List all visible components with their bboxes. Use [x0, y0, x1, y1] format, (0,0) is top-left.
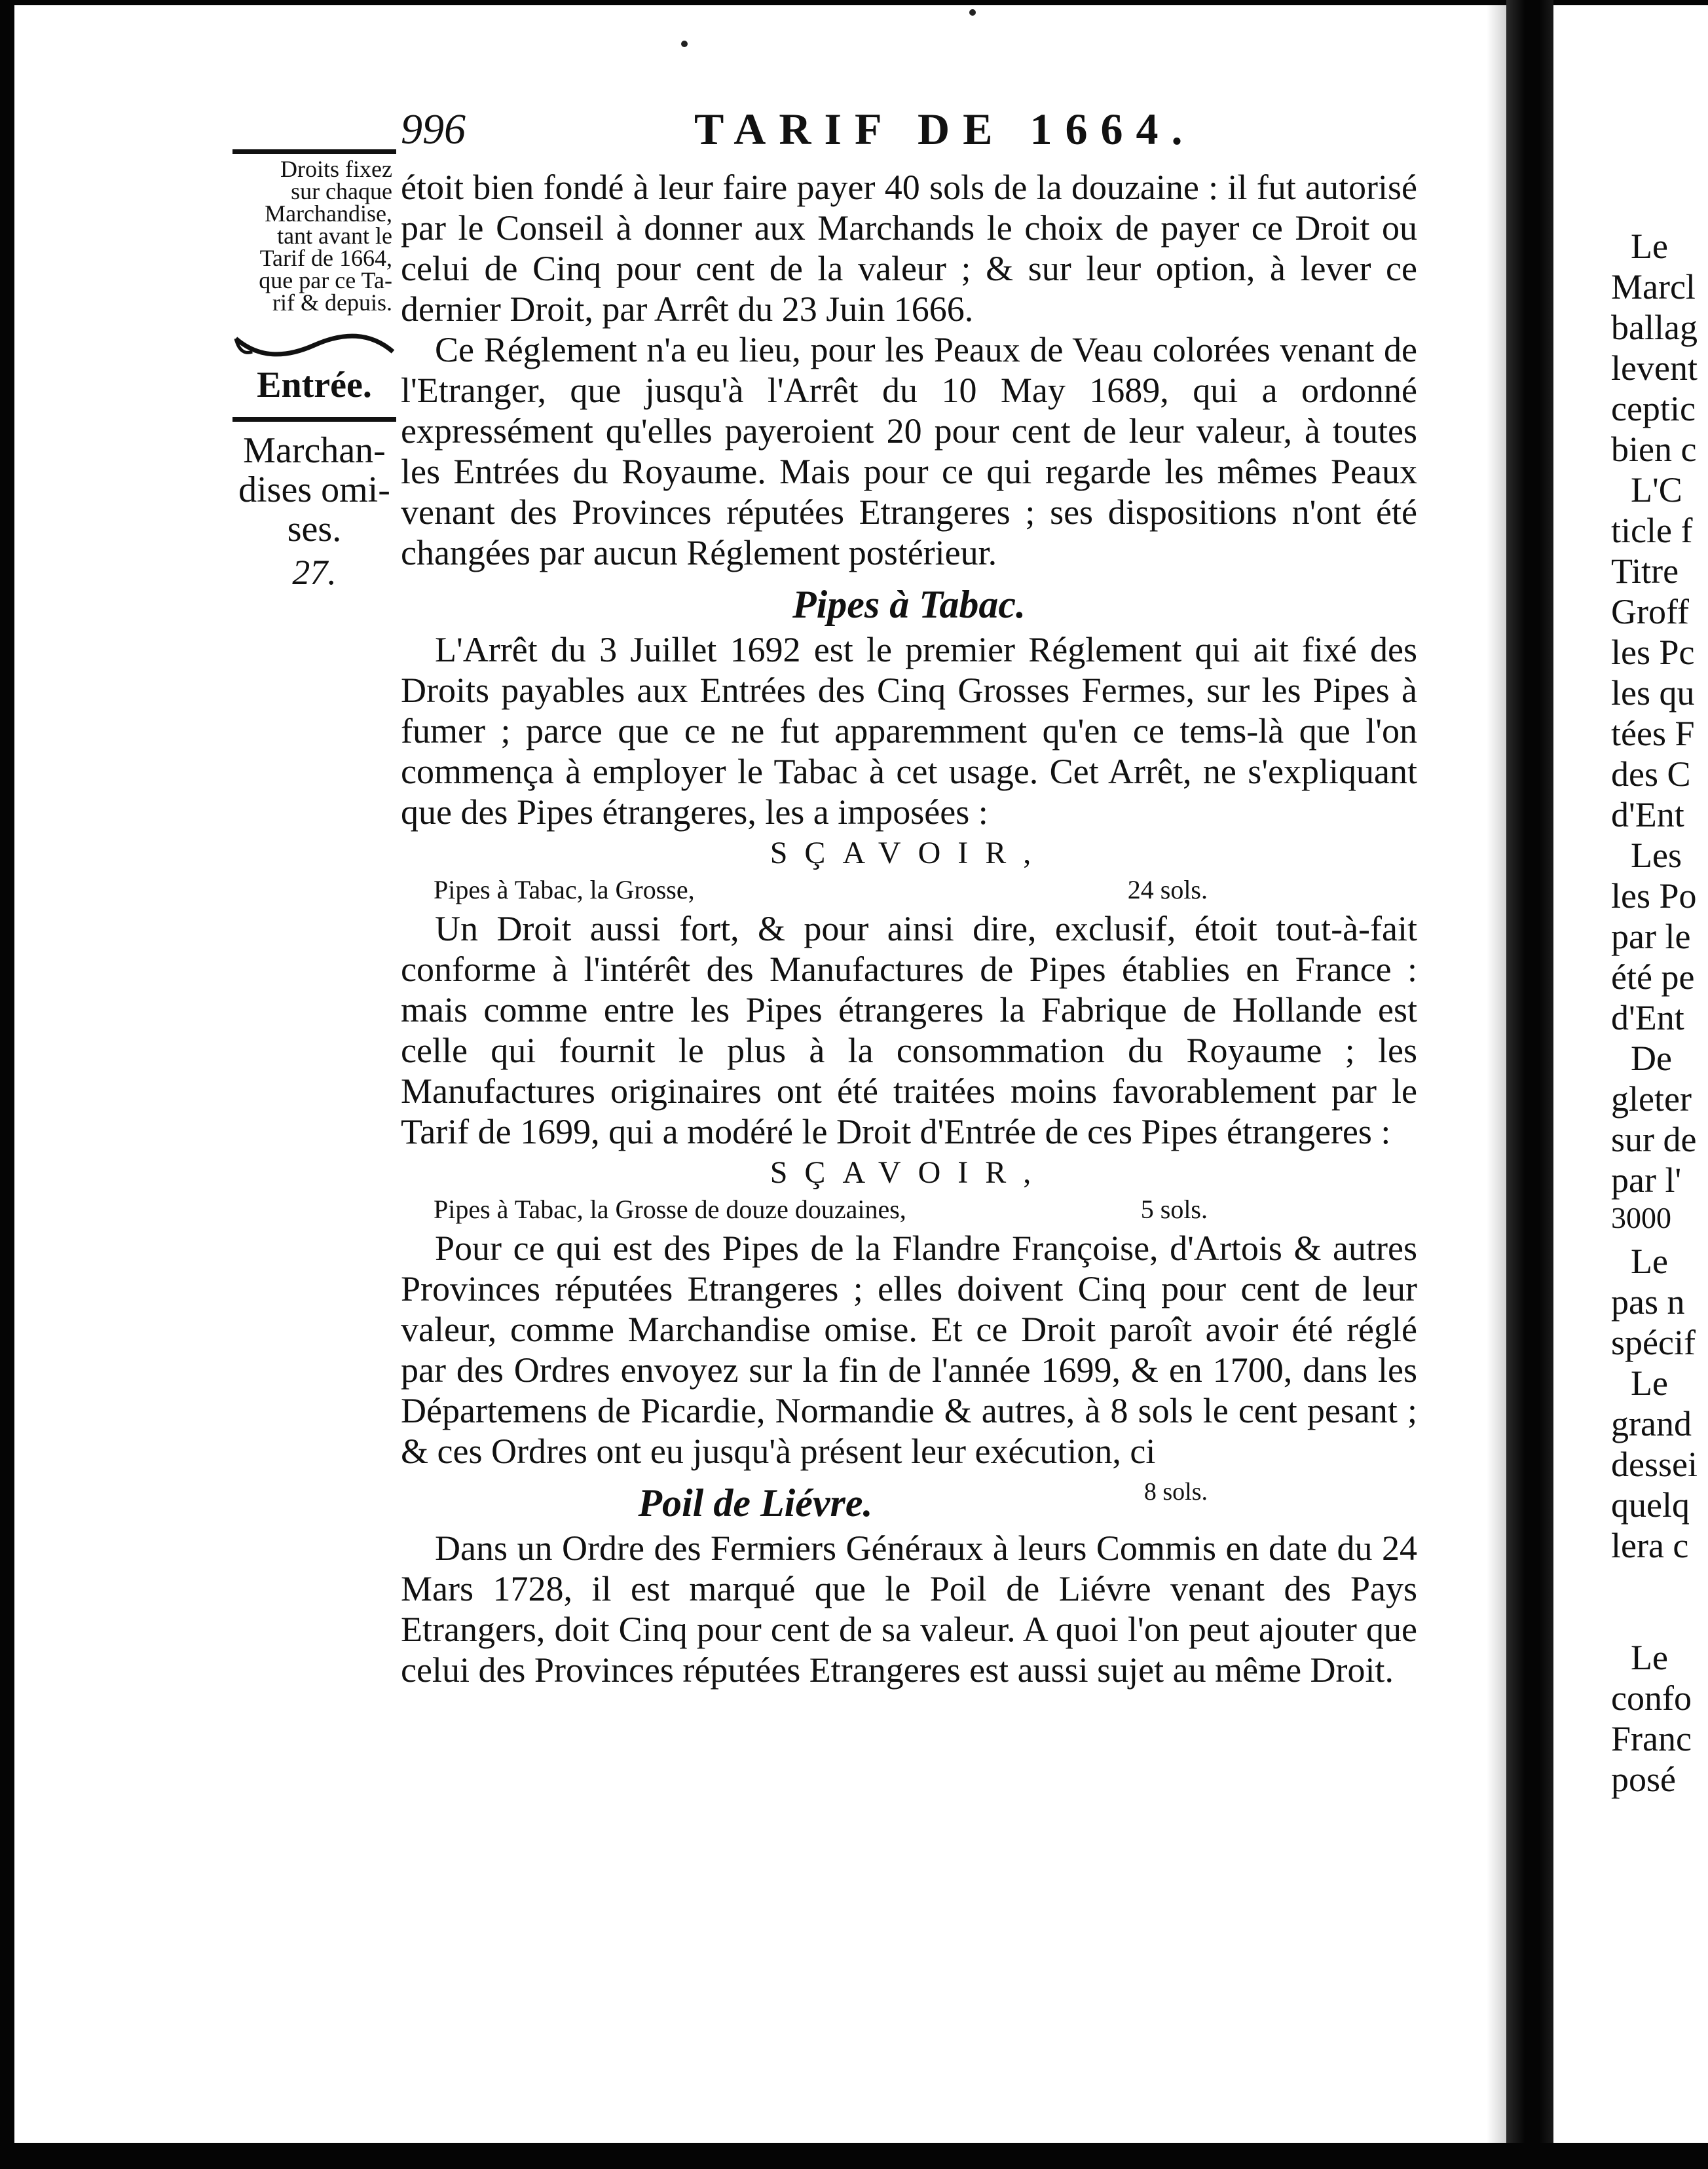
book-gutter [1506, 0, 1553, 2169]
facing-fragment: d'Ent [1611, 998, 1684, 1037]
facing-fragment: Titre [1611, 551, 1679, 591]
facing-fragment: Les [1631, 836, 1682, 875]
margin-note-duties [232, 158, 396, 314]
facing-fragment: par le [1611, 917, 1691, 956]
facing-fragment: les Po [1611, 876, 1697, 916]
paragraph-5-text: Pour ce qui est des Pipes de la Flandre Françoise, d'Artois & autres Provinces réputées Etrangeres ; elles doivent Cinq pour cent de leur valeur, comme Marchandise omise. Et ce Droit paroît avoir été réglé par des Ordres envoyez sur la fin de l'année 1699, & en 1700, dans les Départemens de Picardie, Normandie & autres, à 8 sols le cent pesant ; & ces Ordres ont eu jusqu'à présent leur exécution, ci [401, 1229, 1417, 1471]
facing-fragment: ceptic [1611, 389, 1696, 428]
running-title: TARIF DE 1664. [694, 104, 1196, 154]
facing-fragment: ticle f [1611, 511, 1693, 550]
margin-notes [232, 149, 396, 592]
facing-fragment: bien c [1611, 430, 1697, 469]
facing-fragment: quelq [1611, 1485, 1690, 1525]
facing-fragment: spécif [1611, 1323, 1696, 1362]
paragraph-4: Un Droit aussi fort, & pour ainsi dire, exclusif, étoit tout-à-fait conforme à l'intérêt des Manufactures de Pipes établies en France : mais comme entre les Pipes étrangeres la Fabrique de Hollande est celle qui fournit le plus à la consommation du Royaume ; les Manufactures originaires ont été traitées moins favorablement par le Tarif de 1699, qui a modéré le Droit d'Entrée de ces Pipes étrangeres : [401, 909, 1417, 1151]
page-number: 996 [401, 105, 466, 153]
facing-fragment: sur de [1611, 1120, 1697, 1159]
ornament-swash-icon [232, 332, 396, 358]
margin-rule-middle [232, 417, 396, 422]
facing-fragment: des C [1611, 754, 1691, 794]
margin-note-line: ses. [287, 509, 342, 549]
tariff-value: 24 sols. [1127, 875, 1208, 904]
section-heading-pipes: Pipes à Tabac. [792, 583, 1026, 626]
section-heading-poil: Poil de Liévre. [638, 1481, 873, 1525]
facing-fragment: pas n [1611, 1282, 1685, 1322]
scan-speck [969, 9, 976, 16]
margin-note-line: sur chaque [291, 178, 392, 204]
tariff-line-2 [401, 1194, 1417, 1225]
facing-fragment: dessei [1611, 1445, 1698, 1484]
facing-fragment: Le [1631, 1638, 1668, 1677]
scan-border-top [0, 0, 1708, 5]
margin-note-line: Droits fixez [280, 156, 392, 182]
facing-fragment: Franc [1611, 1719, 1692, 1758]
margin-note-number: 27. [292, 553, 337, 592]
tariff-value: 8 sols. [1143, 1478, 1208, 1506]
paragraph-1: étoit bien fondé à leur faire payer 40 sols de la douzaine : il fut autorisé par le Conseil à donner aux Marchands le choix de payer ce Droit ou celui de Cinq pour cent de la valeur ; & sur leur option, à lever ce dernier Droit, par Arrêt du 23 Juin 1666. [401, 168, 1417, 329]
tariff-line-1 [401, 874, 1417, 906]
paragraph-2: Ce Réglement n'a eu lieu, pour les Peaux de Veau colorées venant de l'Etranger, que jusqu'à l'Arrêt du 10 May 1689, qui a ordonné expressément qu'elles payeroient 20 pour cent de leur valeur, à toutes les Entrées du Royaume. Mais pour ce qui regarde les mêmes Peaux venant des Provinces réputées Etrangeres ; ses dispositions n'ont été changées par aucun Réglement postérieur. [401, 330, 1417, 572]
scan-speck [681, 41, 688, 47]
facing-fragment: posé [1611, 1760, 1676, 1799]
margin-note-line: Tarif de 1664, [259, 245, 392, 271]
margin-note-line: Marchan- [243, 430, 386, 471]
facing-fragment: été pe [1611, 957, 1695, 997]
main-text-block [401, 167, 1417, 1690]
facing-fragment: Le [1631, 1363, 1668, 1403]
facing-fragment: par l' [1611, 1160, 1682, 1200]
tariff-label: Pipes à Tabac, la Grosse de douze douzaines, [434, 1195, 906, 1224]
margin-note-line: tant avant le [277, 223, 392, 249]
margin-rule-top [232, 149, 396, 154]
scan-border-left [0, 0, 14, 2169]
tariff-label: Pipes à Tabac, la Grosse, [434, 875, 695, 904]
facing-fragment: Groff [1611, 592, 1689, 631]
facing-fragment: levent [1611, 348, 1698, 388]
gutter-shadow [1487, 0, 1506, 2169]
facing-fragment: Le [1631, 227, 1668, 266]
facing-fragment: Marcl [1611, 267, 1696, 306]
facing-fragment: d'Ent [1611, 795, 1684, 834]
margin-note-line: que par ce Ta- [259, 267, 392, 293]
facing-fragment: grand [1611, 1404, 1692, 1443]
facing-fragment: les qu [1611, 673, 1695, 713]
facing-fragment: confo [1611, 1678, 1692, 1718]
paragraph-3: L'Arrêt du 3 Juillet 1692 est le premier Réglement qui ait fixé des Droits payables aux Entrées des Cinq Grosses Fermes, sur les Pipes à fumer ; parce que ce ne fut apparemment qu'en ce tems-là que l'on commença à employer le Tabac à cet usage. Cet Arrêt, ne s'expliquant que des Pipes étrangeres, les a imposées : [401, 630, 1417, 832]
paragraph-6: Dans un Ordre des Fermiers Généraux à leurs Commis en date du 24 Mars 1728, il est marqué que le Poil de Liévre venant des Pays Etrangers, doit Cinq pour cent de sa valeur. A quoi l'on peut ajouter que celui des Provinces réputées Etrangeres est aussi sujet au même Droit. [401, 1529, 1417, 1690]
facing-page-edge [1611, 0, 1708, 2169]
tariff-value: 5 sols. [1140, 1195, 1208, 1224]
scan-border-bottom [0, 2143, 1708, 2169]
scavoir-label: SÇAVOIR, [770, 836, 1049, 870]
facing-fragment: Le [1631, 1242, 1668, 1281]
margin-note-merchandise [232, 431, 396, 549]
scavoir-label: SÇAVOIR, [770, 1155, 1049, 1190]
margin-note-line: rif & depuis. [272, 289, 392, 316]
margin-note-entree: Entrée. [257, 365, 372, 405]
facing-fragment: les Pc [1611, 633, 1695, 672]
facing-fragment: tées F [1611, 714, 1695, 753]
facing-fragment: ballag [1611, 308, 1698, 347]
margin-note-line: Marchandise, [265, 200, 392, 227]
facing-fragment: De [1631, 1039, 1672, 1078]
facing-fragment: gleter [1611, 1079, 1692, 1119]
facing-fragment: 3000 [1611, 1201, 1671, 1234]
margin-note-line: dises omi- [238, 470, 390, 510]
facing-fragment: L'C [1631, 470, 1682, 510]
facing-fragment: lera c [1611, 1526, 1689, 1565]
